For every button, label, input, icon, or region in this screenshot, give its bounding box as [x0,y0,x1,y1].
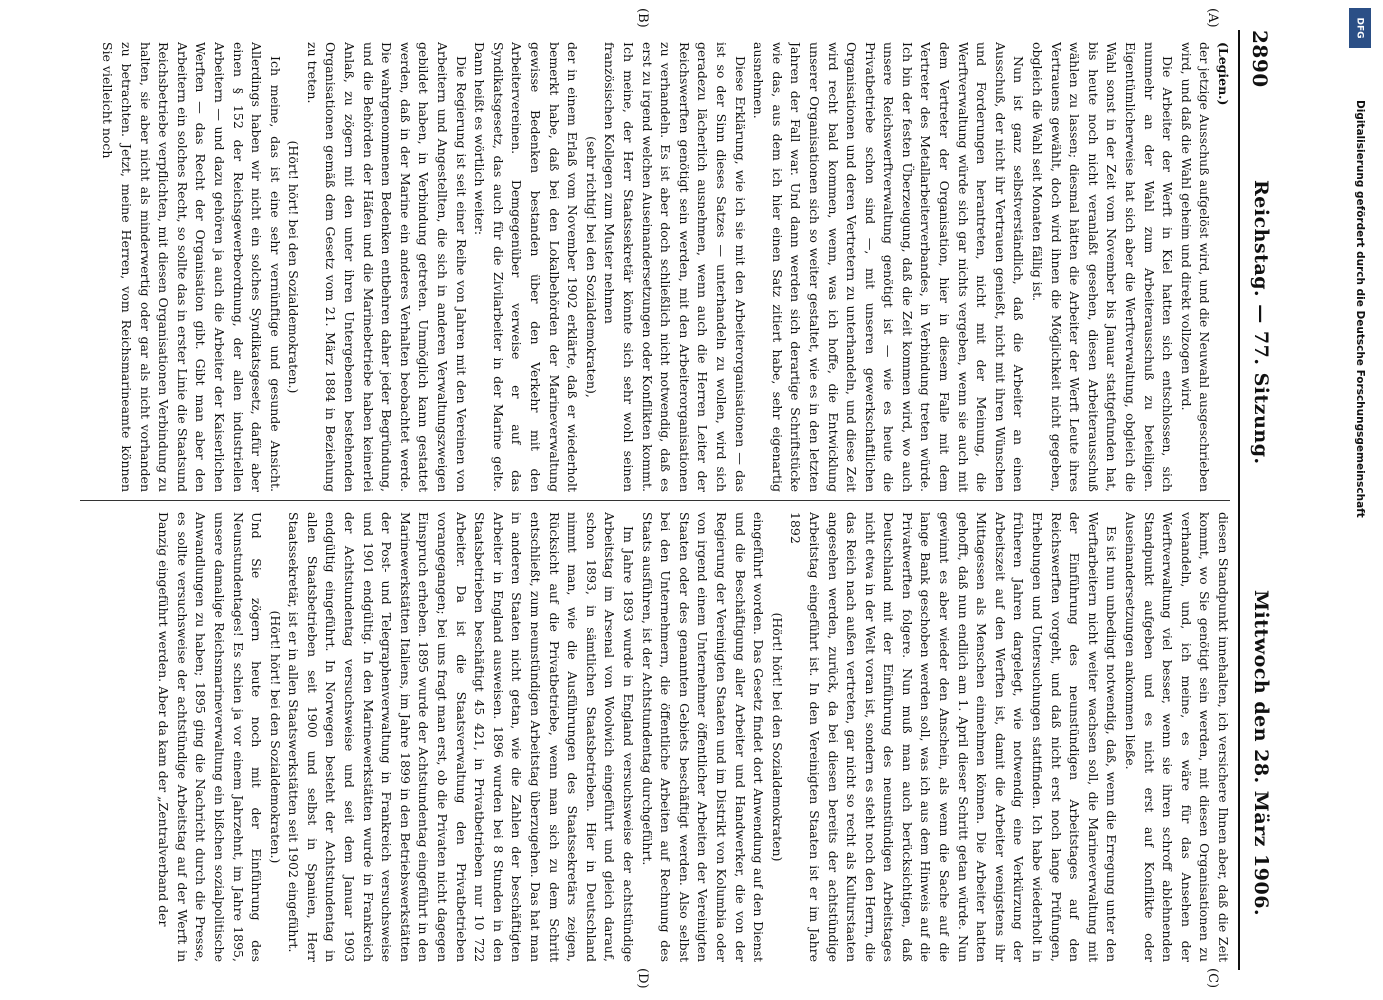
paragraph: diesen Standpunkt innehalten, ich versichere Ihnen aber, daß die Zeit kommt, wo Sie genötigt sein werden, mit diesen Organisationen zu verhandeln, und, ich meine, es wäre für das Ansehen der Werftverwaltung viel besser, wenn sie ihren schroff ablehnenden Standpunkt aufgeben und es nicht erst auf Konflikte oder Auseinandersetzungen ankommen ließe. [1123,512,1231,962]
paragraph: der in einem Erlaß vom November 1902 erklärte, daß er wiederholt bemerkt habe, daß bei den Lokalbehörden der Marineverwaltung gewisse Bedenken bestanden über den Verkehr mit den Arbeitervereinen. Demgegenüber verweise er auf das Syndikatsgesetz, das auch für die Zivilarbeiter in der Marine gelte. Dann heißt es wörtlich weiter: [472,42,581,492]
interjection: (sehr richtig! bei den Sozialdemokraten), [583,136,599,398]
margin-mark-d: (D) [635,968,650,989]
header-rule [1238,30,1240,970]
right-column [72,512,1232,962]
page-header [1240,30,1280,970]
paragraph: der jetzige Ausschuß aufgelöst wird, und die Neuwahl ausgeschrieben wird, und daß die Wahl geheim und direkt vollzogen wird. [1178,42,1213,492]
margin-mark-a: (A) [1205,8,1220,28]
speaker-label: (Legien.) [1216,42,1231,106]
paragraph: Die Arbeiter der Werft in Kiel hatten sich entschlossen, sich nunmehr an der Wahl zum Arbeiterausschuß zu beteiligen. Eigentümlicherweise hat sich aber die Werftverwaltung, obgleich die Wahl sonst in der Zeit vom November bis Januar stattgefunden hat, bis heute noch nicht veranlaßt gesehen, diesen Arbeiterausschuß wählen zu lassen; diesmal hätten die Arbeiter der Werft Leute ihres Vertrauens gewählt, doch wird ihnen die Möglichkeit nicht gegeben, obgleich die Wahl seit Monaten fällig ist. [1030,42,1176,492]
paragraph: Und Sie zögern heute noch mit der Einführung des Neunstundentages! Es schien ja vor einem Jahrzehnt, im Jahre 1895, unsere damalige Reichsmarineverwaltung ein bißchen sozialpolitische Anwandlungen zu haben; 1895 ging die Nachricht durch die Presse, es sollte versuchsweise der achtstündige Arbeitstag auf der Werft in Danzig eingeführt werden. Aber da kam der „Zentralverband der [156,512,265,962]
left-column [72,42,1232,492]
margin-mark-b: (B) [635,8,650,28]
margin-mark-c: (C) [1205,968,1220,989]
digitization-note [1352,100,1366,980]
dfg-logo [1349,8,1371,48]
page-number: 2890 [1248,30,1272,88]
paragraph: Im Jahre 1893 wurde in England versuchsweise der achtstündige Arbeitstag im Arsenal von Woolwich eingeführt und gleich darauf, schon 1893, in sämtlichen Staatsbetrieben. Hier in Deutschland nimmt man, wie die Ausführungen des Staatssekretärs zeigen, Rücksicht auf die Privatbetriebe, wenn man sich zu dem Schritt entschließt, zum neunstündigen Arbeitstag überzugehen. Das hat man in anderen Staaten nicht getan, wie die Zahlen der beschäftigten Arbeiter in England ausweisen. 1896 wurden bei 8 Stunden in den Staatsbetrieben beschäftigt 45 421, in Privatbetrieben nur 10 722 Arbeiter. Da ist die Staatsverwaltung den Privatbetrieben vorangegangen; bei uns fragt man erst, ob die Privaten nicht dagegen Einspruch erheben. 1895 wurde der Achtstundentag eingeführt in den Marinewerkstätten Italiens, im Jahre 1899 in den Betriebswerkstätten der Post- und Telegraphenverwaltung in Frankreich versuchsweise und 1901 endgültig. In den Marinewerkstätten wurde in Frankreich der Achtstundentag versuchsweise und seit dem Januar 1903 endgültig eingeführt. In Norwegen besteht der Achtstundentag in allen Staatsbetrieben seit 1900 und selbst in Spanien, Herr Staatssekretär, ist er in allen Staatswerkstätten seit 1902 eingeführt. [286,512,636,962]
paragraph: Ich meine, das ist eine sehr vernünftige und gesunde Ansicht. Allerdings haben wir nicht ein solches Syndikatsgesetz, dafür aber einen § 152 der Reichsgewerbeordnung, der allen industriellen Arbeitern — und dazu gehören ja auch die Arbeiter der Kaiserlichen Werften — das Recht der Organisation gibt. Gibt man aber den Arbeitern ein solches Recht, so sollte das in erster Linie die Staatsund Reichsbetriebe verpflichten, mit diesen Organisationen Verbindung zu halten, sie aber nicht als minderwertig oder gar als nicht vorhanden zu betrachten. Jetzt, meine Herren, vom Reichsmarineamte können Sie vielleicht noch [100,42,283,492]
dfg-logo-text: DFG [1354,17,1365,39]
paragraph: Nun ist ganz selbstverständlich, daß die Arbeiter an einen Ausschuß, der nicht ihr Vertrauen genießt, nicht mit ihren Wünschen und Forderungen herantreten, nicht mit der Meinung, die Werftverwaltung würde sich gar nichts vergeben, wenn sie auch mit dem Vertreter der Organisation, hier in diesem Falle mit dem Vertreter des Metallarbeiterverbandes, in Verbindung treten würde. Ich bin der festen Überzeugung, daß die Zeit kommen wird, wo auch unsere Reichswerftverwaltung genötigt ist — wie es heute die Privatbetriebe schon sind —, mit unseren gewerkschaftlichen Organisationen und deren Vertretern zu unterhandeln, und diese Zeit wird recht bald kommen, wenn, was ich hoffe, die Entwicklung unserer Organisationen sich so weiter gestaltet, wie es in den letzten Jahren der Fall war. Und dann werden sich derartige Schriftstücke wie das, aus dem ich hier einen Satz zitiert habe, sehr eigenartig ausnehmen. [751,42,1027,492]
interjection: (Hört! hört! bei den Sozialdemokraten.) [267,610,283,864]
session-title: Reichstag. — 77. Sitzung. [1250,180,1272,465]
paragraph: Diese Erklärung, wie ich sie mit den Arbeiterorganisationen — das ist so der Sinn dieses Satzes — unterhandeln zu wollen, wird sich geradezu lächerlich ausnehmen, wenn auch die Herren Leiter der Reichswerften genötigt sein werden, mit den Arbeiterorganisationen zu verhandeln. Es ist aber doch schließlich nicht notwendig, daß es erst zu irgend welchen Auseinandersetzungen oder Konflikten kommt. Ich meine, der Herr Staatssekretär könnte sich sehr wohl seinen französischen Kollegen zum Muster nehmen [602,42,748,492]
paragraph: eingeführt worden. Das Gesetz findet dort Anwendung auf den Dienst und die Beschäftigung aller Arbeiter und Handwerker, die von der Regierung der Vereinigten Staaten und im Distrikt von Kolumbia oder von irgend einem Unternehmer öffentlicher Arbeiten der Vereinigten Staaten oder des genannten Gebiets beschäftigt werden. Also selbst bei den Unternehmern, die öffentliche Arbeiten auf Rechnung des Staats ausführen, ist der Achtstundentag durchgeführt. [639,512,767,962]
session-date: Mittwoch den 28. März 1906. [1250,590,1272,917]
paragraph: Es ist nun unbedingt notwendig, daß, wenn die Erregung unter den Werftarbeitern nicht weiter wachsen soll, die Marineverwaltung mit der Einführung des neunstündigen Arbeitstages auf den Reichswerften vorgeht, und daß nicht erst noch lange Prüfungen, Erhebungen und Untersuchungen stattfinden. Ich habe wiederholt in früheren Jahren dargelegt, wie notwendig eine Verkürzung der Arbeitszeit auf den Werften ist, damit die Arbeiter wenigstens ihr Mittagessen als Menschen einnehmen können. Die Arbeiter hatten gehofft, daß nun endlich am 1. April dieser Schritt getan würde. Nun gewinnt es aber wieder den Anschein, als wenn die Sache auf die lange Bank geschoben werden soll, was ich aus dem Hinweis auf die Privatwerften folgere. Nun muß man auch berücksichtigen, daß Deutschland mit der Einführung des neunstündigen Arbeitstages nicht etwa in der Welt voran ist, sondern es steht noch den Herrn, die das Reich nach außen vertreten, gar nicht so recht als Kulturstaaten angesehen werden, zurück, da bei diesen bereits der achtstündige Arbeitstag eingeführt ist. In den Vereinigten Staaten ist er im Jahre 1892 [788,512,1120,962]
digitization-text: Digitalisierung gefördert durch die Deutsche Forschungsgemeinschaft [1354,100,1366,518]
column-divider [80,500,1230,501]
document-page [50,0,1310,1000]
quotation: Die Regierung ist seit einer Reihe von Jahren mit den Vereinen von Arbeitern und Angestellten, die sich in anderen Verwaltungszweigen gebildet haben, in Verbindung getreten. Unmöglich kann gestattet werden, daß in der Marine ein anderes Verhalten beobachtet werde. Die wahrgenommenen Bedenken entbehren daher jeder Begründung, und die Behörden der Häfen und die Marinebetriebe haben keinerlei Anlaß, zu zögern mit den unter ihren Untergebenen bestehenden Organisationen gemäß dem Gesetz vom 21. März 1884 in Beziehung zu treten. [304,42,469,492]
interjection: (Hört! hört! bei den Sozialdemokraten) [769,612,785,862]
interjection: (Hört! hört! bei den Sozialdemokraten.) [286,140,302,394]
